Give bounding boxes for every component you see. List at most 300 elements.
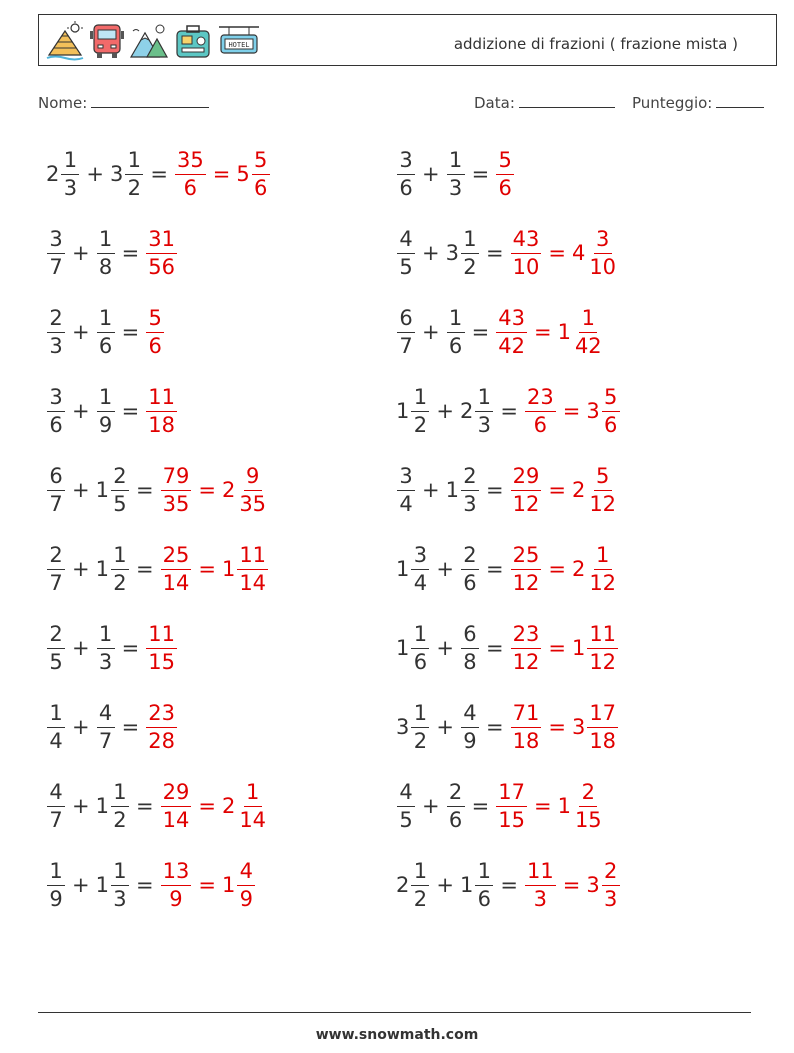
plus-sign: + (436, 715, 454, 739)
whole-part: 1 (396, 399, 410, 423)
numerator: 71 (511, 703, 542, 728)
mixed-number (557, 779, 605, 832)
fraction (252, 147, 270, 200)
fraction (397, 779, 415, 832)
mixed-number (571, 226, 619, 279)
mixed-number (396, 542, 430, 595)
equals-sign: = (135, 557, 154, 581)
mixed-number (495, 305, 528, 358)
numerator: 3 (594, 229, 612, 254)
fraction (175, 147, 206, 200)
numerator: 1 (411, 624, 429, 649)
numerator: 1 (111, 545, 129, 570)
fraction (411, 384, 429, 437)
numerator: 2 (461, 545, 479, 570)
plus-sign: + (436, 873, 454, 897)
numerator: 23 (525, 387, 556, 412)
problem-item (396, 534, 619, 604)
numerator: 4 (461, 703, 479, 728)
fraction (511, 463, 542, 516)
equals-sign: = (471, 794, 490, 818)
plus-sign: + (422, 794, 440, 818)
mixed-number (46, 226, 66, 279)
mixed-number (96, 226, 116, 279)
fraction (161, 463, 192, 516)
mixed-number (571, 700, 619, 753)
equals-sign: = (150, 162, 168, 186)
numerator: 5 (252, 150, 270, 175)
numerator: 1 (47, 703, 65, 728)
fraction (587, 621, 618, 674)
fraction (47, 779, 65, 832)
denominator: 7 (399, 333, 413, 358)
numerator: 2 (579, 782, 597, 807)
whole-part: 2 (221, 478, 236, 502)
denominator: 9 (239, 886, 253, 911)
numerator: 1 (111, 782, 129, 807)
equals-sign: = (485, 636, 504, 660)
denominator: 12 (512, 649, 540, 674)
denominator: 6 (254, 175, 268, 200)
plus-sign: + (72, 715, 90, 739)
plus-sign: + (86, 162, 104, 186)
numerator: 11 (525, 861, 556, 886)
mixed-number (46, 305, 66, 358)
problem-item (46, 455, 269, 525)
plus-sign: + (422, 320, 440, 344)
denominator: 5 (399, 254, 413, 279)
score-label: Punteggio: (632, 94, 713, 112)
mixed-number (446, 305, 466, 358)
whole-part: 1 (571, 636, 586, 660)
mixed-number (510, 621, 543, 674)
numerator: 3 (397, 150, 415, 175)
mixed-number (46, 542, 66, 595)
numerator: 3 (411, 545, 429, 570)
mixed-number (396, 226, 416, 279)
fraction (161, 542, 192, 595)
numerator: 35 (175, 150, 206, 175)
mixed-number (145, 226, 178, 279)
denominator: 6 (448, 807, 463, 832)
whole-part: 1 (557, 320, 571, 344)
whole-part: 4 (571, 241, 586, 265)
denominator: 9 (49, 886, 63, 911)
denominator: 18 (148, 412, 175, 437)
fraction (461, 542, 479, 595)
mixed-number (96, 384, 116, 437)
mixed-number (96, 700, 116, 753)
fraction (237, 858, 255, 911)
whole-part: 1 (95, 794, 109, 818)
denominator: 6 (604, 412, 618, 437)
numerator: 3 (397, 466, 415, 491)
equals-sign: = (135, 478, 154, 502)
mixed-number (495, 779, 528, 832)
denominator: 28 (148, 728, 175, 753)
problem-item (46, 850, 256, 920)
numerator: 9 (244, 466, 262, 491)
denominator: 2 (127, 175, 142, 200)
numerator: 11 (587, 624, 618, 649)
denominator: 6 (448, 333, 463, 358)
equals-sign: = (562, 873, 581, 897)
denominator: 2 (113, 570, 127, 595)
whole-part: 1 (396, 636, 410, 660)
fraction (47, 858, 65, 911)
problem-item (46, 139, 271, 209)
mixed-number (95, 542, 130, 595)
mixed-number (145, 305, 165, 358)
numerator: 43 (511, 229, 542, 254)
numerator: 5 (496, 150, 514, 175)
whole-part: 2 (571, 478, 586, 502)
mixed-number (446, 147, 466, 200)
mixed-number (160, 463, 193, 516)
denominator: 3 (463, 491, 477, 516)
fraction (125, 147, 143, 200)
numerator: 4 (397, 782, 415, 807)
fraction (146, 700, 177, 753)
denominator: 14 (162, 807, 190, 832)
denominator: 4 (399, 491, 413, 516)
denominator: 3 (63, 175, 78, 200)
fraction (411, 700, 429, 753)
numerator: 1 (47, 861, 65, 886)
equals-sign: = (533, 794, 552, 818)
whole-part: 1 (95, 557, 109, 581)
mixed-number (46, 621, 66, 674)
numerator: 2 (47, 624, 65, 649)
mixed-number (221, 779, 269, 832)
denominator: 35 (239, 491, 267, 516)
mixed-number (586, 384, 620, 437)
fraction (461, 226, 479, 279)
denominator: 3 (49, 333, 63, 358)
mixed-number (95, 463, 130, 516)
whole-part: 2 (221, 794, 236, 818)
denominator: 8 (463, 649, 477, 674)
equals-sign: = (198, 478, 216, 502)
plus-sign: + (436, 399, 454, 423)
denominator: 14 (162, 570, 190, 595)
denominator: 5 (113, 491, 127, 516)
denominator: 4 (49, 728, 63, 753)
numerator: 29 (511, 466, 542, 491)
fraction (496, 147, 514, 200)
mixed-number (396, 779, 416, 832)
denominator: 7 (98, 728, 113, 753)
fraction (461, 621, 479, 674)
denominator: 42 (574, 333, 602, 358)
equals-sign: = (548, 557, 566, 581)
equals-sign: = (548, 636, 566, 660)
fraction (146, 226, 177, 279)
mixed-number (174, 147, 207, 200)
mixed-number (46, 147, 80, 200)
denominator: 2 (413, 412, 428, 437)
fraction (237, 542, 268, 595)
plus-sign: + (422, 162, 440, 186)
denominator: 7 (49, 254, 63, 279)
fraction (496, 779, 527, 832)
whole-part: 1 (396, 557, 410, 581)
fraction (237, 463, 268, 516)
equals-sign: = (121, 636, 140, 660)
equals-sign: = (135, 873, 154, 897)
numerator: 6 (397, 308, 415, 333)
numerator: 4 (397, 229, 415, 254)
mixed-number (160, 542, 193, 595)
denominator: 5 (49, 649, 63, 674)
mixed-number (95, 779, 130, 832)
mixed-number (109, 147, 144, 200)
fraction (47, 463, 65, 516)
equals-sign: = (198, 557, 216, 581)
denominator: 7 (49, 807, 63, 832)
fraction (97, 305, 115, 358)
mixed-number (524, 384, 557, 437)
numerator: 1 (61, 150, 79, 175)
plus-sign: + (72, 557, 90, 581)
denominator: 2 (413, 886, 428, 911)
whole-part: 2 (571, 557, 586, 581)
problem-item (396, 455, 619, 525)
whole-part: 1 (445, 478, 459, 502)
denominator: 42 (498, 333, 525, 358)
denominator: 8 (98, 254, 113, 279)
denominator: 7 (49, 570, 63, 595)
mixed-number (96, 621, 116, 674)
fraction (525, 858, 556, 911)
fraction (97, 621, 115, 674)
denominator: 6 (413, 649, 428, 674)
problem-item (46, 613, 178, 683)
equals-sign: = (471, 162, 490, 186)
mixed-number (160, 779, 193, 832)
fraction (161, 858, 192, 911)
numerator: 1 (97, 229, 115, 254)
problem-item (396, 297, 605, 367)
whole-part: 1 (221, 557, 236, 581)
whole-part: 3 (445, 241, 459, 265)
mixed-number (221, 858, 256, 911)
footer-url: www.snowmath.com (315, 1027, 479, 1043)
fraction (47, 621, 65, 674)
numerator: 29 (161, 782, 192, 807)
equals-sign: = (121, 241, 140, 265)
fraction (47, 384, 65, 437)
problem-item (396, 376, 621, 446)
denominator: 9 (463, 728, 477, 753)
fraction (397, 463, 415, 516)
equals-sign: = (548, 715, 566, 739)
numerator: 1 (447, 308, 465, 333)
denominator: 14 (239, 807, 267, 832)
numerator: 2 (447, 782, 465, 807)
denominator: 10 (589, 254, 617, 279)
numerator: 31 (146, 229, 177, 254)
numerator: 2 (602, 861, 620, 886)
fraction (47, 542, 65, 595)
numerator: 1 (111, 861, 129, 886)
problem-item (46, 218, 178, 288)
denominator: 6 (477, 886, 492, 911)
fraction (61, 147, 79, 200)
mixed-number (459, 384, 494, 437)
equals-sign: = (198, 873, 216, 897)
equals-sign: = (500, 873, 518, 897)
whole-part: 2 (396, 873, 410, 897)
whole-part: 1 (95, 873, 109, 897)
denominator: 4 (413, 570, 428, 595)
equals-sign: = (471, 320, 490, 344)
denominator: 35 (162, 491, 190, 516)
numerator: 1 (97, 387, 115, 412)
mixed-number (221, 542, 269, 595)
fraction (397, 305, 415, 358)
fraction (111, 542, 129, 595)
numerator: 1 (579, 308, 597, 333)
whole-part: 1 (95, 478, 109, 502)
fraction (411, 542, 429, 595)
fraction (573, 779, 604, 832)
denominator: 9 (98, 412, 113, 437)
numerator: 1 (411, 387, 429, 412)
numerator: 4 (97, 703, 115, 728)
mixed-number (510, 542, 543, 595)
mixed-number (445, 226, 480, 279)
fraction (475, 858, 493, 911)
problem-item (396, 218, 619, 288)
denominator: 6 (463, 570, 477, 595)
equals-sign: = (121, 399, 140, 423)
whole-part: 5 (236, 162, 250, 186)
fraction (461, 463, 479, 516)
denominator: 3 (477, 412, 492, 437)
fraction (111, 858, 129, 911)
numerator: 1 (97, 308, 115, 333)
mixed-number (145, 700, 178, 753)
fraction (461, 700, 479, 753)
fraction (97, 384, 115, 437)
fraction (47, 700, 65, 753)
denominator: 12 (512, 491, 540, 516)
problem-item (396, 771, 605, 841)
fraction (411, 858, 429, 911)
mixed-number (160, 858, 193, 911)
plus-sign: + (436, 636, 454, 660)
fraction (237, 779, 268, 832)
denominator: 12 (512, 570, 540, 595)
fraction (47, 226, 65, 279)
denominator: 2 (463, 254, 477, 279)
equals-sign: = (533, 320, 552, 344)
equals-sign: = (121, 320, 140, 344)
mixed-number (46, 384, 66, 437)
problem-item (46, 297, 165, 367)
fraction (47, 305, 65, 358)
fraction (146, 384, 177, 437)
numerator: 3 (47, 387, 65, 412)
mixed-number (221, 463, 269, 516)
svg-text:HOTEL: HOTEL (228, 41, 250, 49)
plus-sign: + (72, 478, 90, 502)
fraction (397, 147, 415, 200)
fraction (587, 542, 618, 595)
denominator: 12 (589, 649, 617, 674)
mixed-number (396, 621, 430, 674)
denominator: 12 (589, 570, 617, 595)
denominator: 15 (574, 807, 602, 832)
mixed-number (396, 700, 430, 753)
mixed-number (571, 542, 619, 595)
problem-item (46, 534, 269, 604)
denominator: 7 (49, 491, 63, 516)
denominator: 2 (413, 728, 428, 753)
mixed-number (396, 147, 416, 200)
denominator: 15 (498, 807, 525, 832)
denominator: 6 (498, 175, 512, 200)
fraction (161, 779, 192, 832)
whole-part: 3 (109, 162, 124, 186)
problem-item (396, 613, 619, 683)
numerator: 25 (161, 545, 192, 570)
mixed-number (495, 147, 515, 200)
numerator: 5 (602, 387, 620, 412)
fraction (602, 858, 620, 911)
numerator: 1 (244, 782, 262, 807)
equals-sign: = (562, 399, 581, 423)
fraction (447, 147, 465, 200)
numerator: 1 (475, 387, 493, 412)
mixed-number (459, 858, 494, 911)
numerator: 17 (496, 782, 527, 807)
plus-sign: + (72, 794, 90, 818)
fraction (511, 542, 542, 595)
mixed-number (510, 700, 543, 753)
mixed-number (46, 463, 66, 516)
whole-part: 3 (571, 715, 586, 739)
numerator: 43 (496, 308, 527, 333)
plus-sign: + (72, 241, 90, 265)
equals-sign: = (548, 241, 566, 265)
mixed-number (445, 463, 480, 516)
mixed-number (571, 463, 619, 516)
numerator: 79 (161, 466, 192, 491)
problem-item (396, 139, 515, 209)
whole-part: 3 (396, 715, 410, 739)
mixed-number (145, 621, 178, 674)
fraction (573, 305, 604, 358)
numerator: 13 (161, 861, 192, 886)
problem-item (46, 376, 178, 446)
plus-sign: + (72, 399, 90, 423)
mixed-number (396, 305, 416, 358)
denominator: 56 (148, 254, 175, 279)
denominator: 14 (239, 570, 267, 595)
denominator: 6 (533, 412, 548, 437)
equals-sign: = (485, 715, 504, 739)
fraction (146, 305, 164, 358)
denominator: 3 (604, 886, 618, 911)
numerator: 25 (511, 545, 542, 570)
mixed-number (460, 542, 480, 595)
denominator: 18 (589, 728, 617, 753)
numerator: 4 (47, 782, 65, 807)
page-title: addizione di frazioni ( frazione mista ) (453, 35, 738, 53)
fraction (511, 621, 542, 674)
